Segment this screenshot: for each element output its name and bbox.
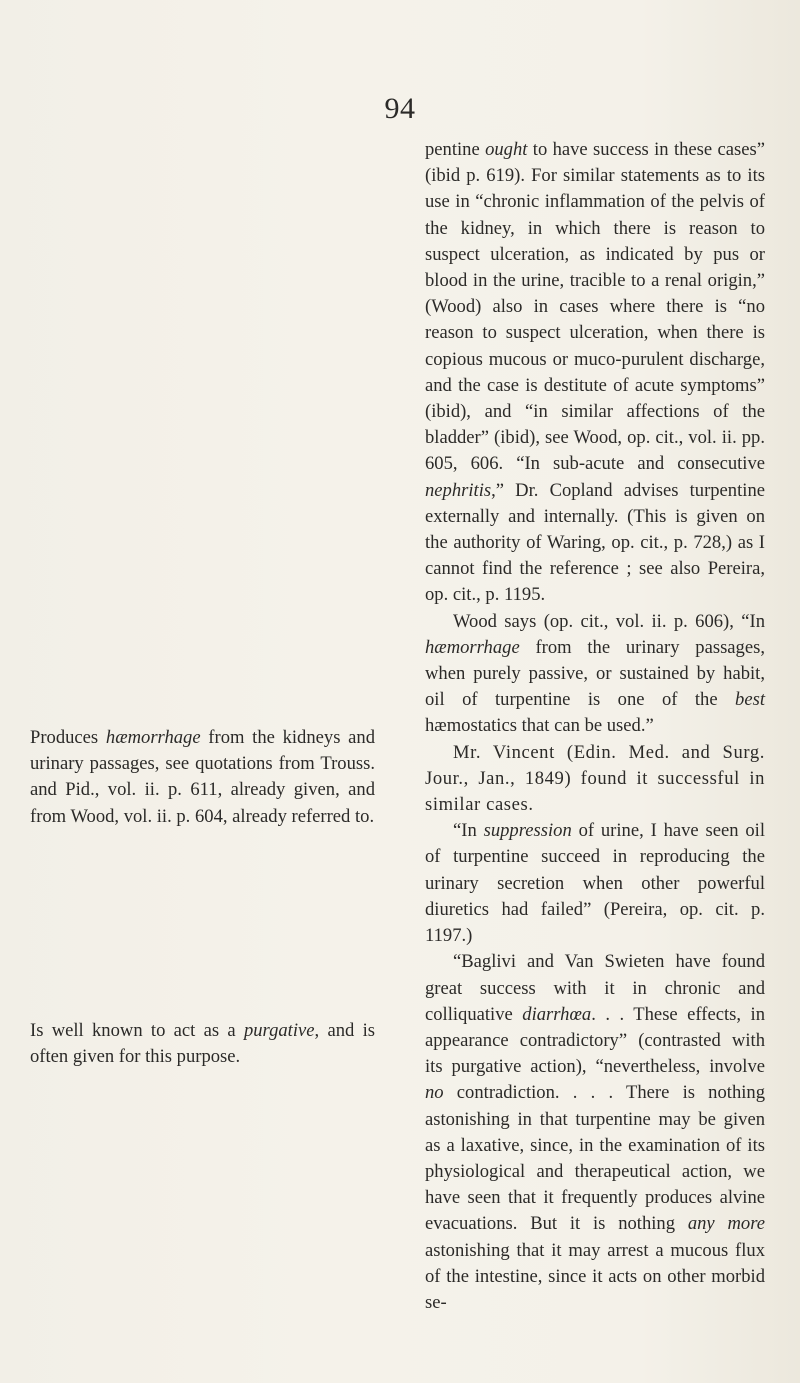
- text-run: Produces: [30, 727, 106, 748]
- italic-run: purgative: [243, 1020, 315, 1041]
- italic-run: best: [735, 689, 765, 711]
- italic-run: hæmorrhage: [425, 636, 520, 658]
- text-run: astonishing that it may arrest a mucous flux of the intestine, since it acts on other morbid se-: [425, 1239, 765, 1313]
- paragraph-5: [425, 949, 765, 1316]
- main-text-column: [425, 137, 765, 1316]
- italic-run: hæmorrhage: [105, 727, 201, 748]
- text-run: from the kidneys and urinary passages, see quotations from Trouss. and Pid., vol. ii. p. 611, already given, and from Wood, vol. ii. p. 604, already referred to.: [30, 727, 375, 827]
- marginal-note-haemorrhage: [30, 725, 375, 830]
- italic-run: no: [425, 1082, 444, 1104]
- paragraph-4: [425, 818, 765, 949]
- page-number: 94: [384, 92, 416, 125]
- text-run: “Baglivi and Van Swieten have found great success with it in chronic and colliquative: [425, 951, 765, 1025]
- text-run: hæmostatics that can be used.”: [425, 715, 654, 737]
- text-run: pentine: [425, 139, 486, 160]
- paragraph-2: [425, 609, 765, 740]
- text-run: to have success in these cases” (ibid p. 619). For similar statements as to its use in “chronic inflammation of the pelvis of the kidney, in which there is reason to suspect ulceration, as indicated by pus or blood in the urine, tracible to a renal origin,” (Wood) also in cases where there is “no reason to suspect ulceration, when there is copious mucous or muco-purulent discharge, and the case is destitute of acute symptoms” (ibid), and “in similar affections of the bladder” (ibid), see Wood, op. cit., vol. ii. pp. 605, 606. “In sub-acute and consecutive: [425, 139, 765, 475]
- marginal-note-purgative: [30, 1018, 375, 1070]
- italic-run: ought: [485, 139, 528, 160]
- italic-run: diarrhœa: [522, 1003, 592, 1025]
- text-run: Is well known to act as a: [30, 1020, 244, 1041]
- text-run: , and is often given for this purpose.: [30, 1020, 375, 1068]
- text-run: of urine, I have seen oil of turpentine succeed in reproducing the urinary secretion when other powerful diuretics had failed” (Pereira, op. cit. p. 1197.): [425, 820, 765, 947]
- text-run: Wood says (op. cit., vol. ii. p. 606), “In: [453, 610, 765, 632]
- text-run: ,” Dr. Copland advises turpentine externally and internally. (This is given on the authority of Waring, op. cit., p. 728,) as I cannot find the reference ; see also Pereira, op. cit., p. 1195.: [425, 479, 765, 606]
- text-run: from the urinary passages, when purely passive, or sustained by habit, oil of turpentine is one of the: [425, 636, 765, 711]
- paragraph-3: [425, 740, 765, 819]
- text-run: contradiction. . . . There is nothing astonishing in that turpentine may be given as a laxative, since, in the examination of its physiological and therapeutical action, we have seen that it frequently produces alvine evacuations. But it is nothing: [425, 1082, 765, 1235]
- text-run: “In: [453, 820, 484, 842]
- italic-run: suppression: [483, 820, 572, 842]
- italic-run: any more: [687, 1213, 765, 1235]
- paragraph-1: [425, 137, 765, 609]
- text-run: . . . These effects, in appearance contradictory” (contrasted with its purgative action), “nevertheless, involve: [425, 1003, 765, 1078]
- italic-run: nephritis: [425, 479, 492, 501]
- text-run: Mr. Vincent (Edin. Med. and Surg. Jour., Jan., 1849) found it successful in similar cases.: [425, 741, 765, 816]
